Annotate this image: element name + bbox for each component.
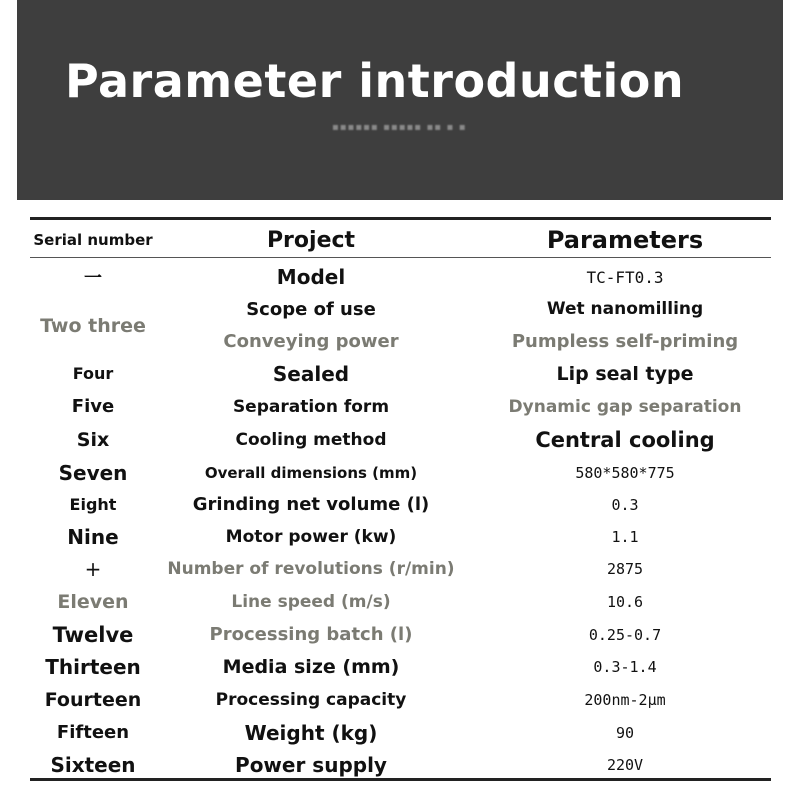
table-row-project: Model	[276, 265, 346, 289]
table-row-serial: Fourteen	[44, 688, 142, 711]
table-row-project: Media size (mm)	[222, 655, 400, 678]
column-header-serial: Serial number	[33, 231, 153, 249]
table-row-serial	[28, 326, 158, 356]
table-bottom-rule	[30, 778, 771, 781]
table-row-serial: Thirteen	[45, 654, 141, 679]
table-row-serial: 一	[84, 268, 102, 289]
banner-subtitle: ▪▪▪▪▪▪ ▪▪▪▪▪ ▪▪ ▪ ▪	[332, 122, 467, 133]
table-row-project: Power supply	[235, 752, 387, 777]
table-row-serial: +	[84, 556, 102, 581]
table-row-serial: Eight	[69, 495, 117, 514]
table-row-value: 90	[615, 723, 635, 742]
table-row-value: Dynamic gap separation	[508, 396, 742, 417]
table-row-project: Scope of use	[246, 298, 376, 320]
table-row-value: 0.25-0.7	[588, 625, 662, 644]
table-row-value: 2875	[606, 559, 644, 578]
table-row-value: Central cooling	[535, 427, 715, 452]
page-title: Parameter introduction	[65, 54, 685, 108]
table-top-rule	[30, 217, 771, 220]
header-divider	[30, 257, 771, 258]
table-row-value: Pumpless self-priming	[511, 330, 739, 352]
table-row-serial: Fifteen	[56, 722, 130, 743]
table-row-project: Processing capacity	[215, 689, 407, 710]
table-row-serial: Five	[71, 396, 115, 417]
table-row-value: Lip seal type	[556, 362, 694, 385]
table-row-project: Overall dimensions (mm)	[204, 463, 418, 482]
table-row-serial: Twelve	[52, 622, 134, 647]
table-row-project: Conveying power	[223, 330, 399, 352]
table-row-value: 580*580*775	[575, 463, 675, 482]
table-row-serial: Six	[76, 428, 110, 451]
table-row-value: 200nm-2μm	[584, 690, 666, 709]
table-row-value: 1.1	[611, 527, 639, 546]
table-row-serial: Sixteen	[50, 752, 136, 777]
column-header-parameters: Parameters	[546, 226, 704, 254]
table-row-project: Motor power (kw)	[225, 526, 397, 547]
table-row-serial: Eleven	[57, 590, 129, 613]
column-header-project: Project	[266, 227, 356, 253]
table-row-serial: Seven	[58, 460, 128, 485]
table-row-project: Separation form	[232, 396, 390, 417]
table-row-value: Wet nanomilling	[546, 299, 704, 319]
table-row-serial: Two three	[40, 315, 146, 337]
table-row-project: Cooling method	[235, 429, 387, 450]
table-row-value: 0.3	[611, 495, 639, 514]
table-row-serial: Four	[72, 364, 114, 383]
table-row-project: Grinding net volume (l)	[192, 494, 430, 515]
table-row-project: Sealed	[272, 361, 350, 386]
table-row-value: TC-FT0.3	[586, 267, 664, 287]
table-row-serial: Nine	[67, 524, 119, 549]
table-row-project: Processing batch (l)	[209, 624, 413, 645]
table-row-value: 220V	[606, 755, 644, 774]
table-row-value: 10.6	[606, 592, 644, 611]
table-row-project: Weight (kg)	[244, 720, 378, 745]
table-row-value: 0.3-1.4	[593, 657, 657, 676]
header-banner	[17, 0, 783, 200]
table-row-project: Number of revolutions (r/min)	[167, 558, 455, 579]
table-row-project: Line speed (m/s)	[231, 591, 391, 612]
